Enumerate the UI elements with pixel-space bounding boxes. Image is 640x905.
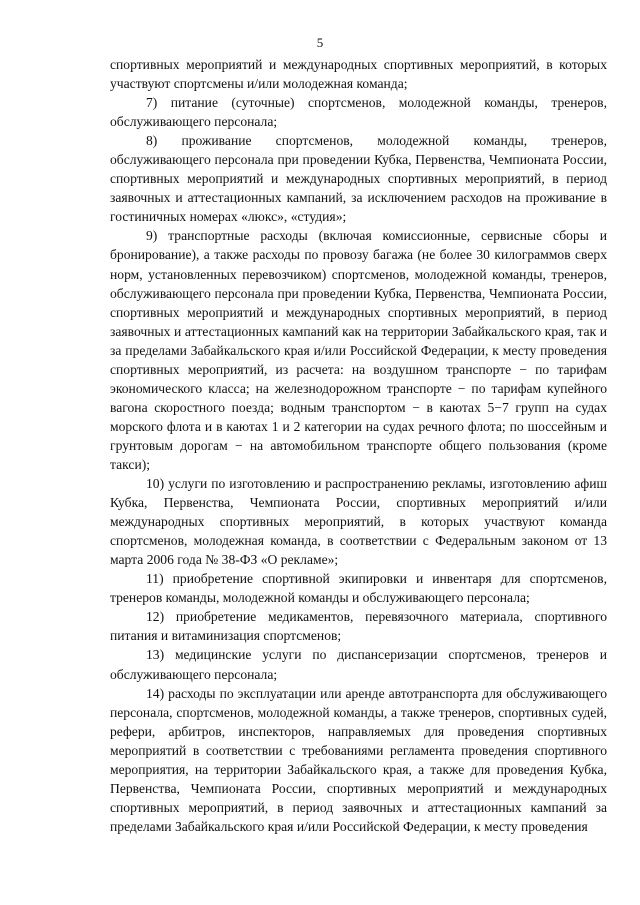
paragraph-item-11: 11) приобретение спортивной экипировки и инвентаря для спортсменов, тренеров команды, молодежной команды и обслуживающего персонала; [110,571,607,606]
paragraph-item-10: 10) услуги по изготовлению и распространению рекламы, изготовлению афиш Кубка, Первенства, Чемпионата России, спортивных мероприятий и/или международных спортивных мероприятий, в которых участвуют команда спортсменов, молодежная команда, в соответствии с Федеральным законом от 13 марта 2006 года № 38-ФЗ «О рекламе»; [110,476,607,568]
paragraph-item-8: 8) проживание спортсменов, молодежной команды, тренеров, обслуживающего персонала при проведении Кубка, Первенства, Чемпионата России, спортивных мероприятий и международных спортивных мероприятий, в период заявочных и аттестационных кампаний, за исключением расходов на проживание в гостиничных номерах «люкс», «студия»; [110,133,607,225]
paragraph-item-14: 14) расходы по эксплуатации или аренде автотранспорта для обслуживающего персонала, спортсменов, молодежной команды, а также тренеров, спортивных судей, рефери, арбитров, инспекторов, направляемых для проведения спортивных мероприятий в соответствии с требованиями регламента проведения спортивного мероприятия, на территории Забайкальского края, а также для проведения Кубка, Первенства, Чемпионата России, спортивных мероприятий и международных спортивных мероприятий, в период заявочных и аттестационных кампаний за пределами Забайкальского края и/или Российской Федерации, к месту проведения [110,685,607,834]
page-number: 5 [316,35,324,50]
paragraph-item-7: 7) питание (суточные) спортсменов, молодежной команды, тренеров, обслуживающего персонала; [110,95,607,130]
document-body [110,55,607,836]
paragraph-item-9: 9) транспортные расходы (включая комиссионные, сервисные сборы и бронирование), а также расходы по провозу багажа (не более 30 килограммов сверх норм, установленных перевозчиком) спортсменов, молодежной команды, тренеров, обслуживающего персонала при проведении Кубка, Первенства, Чемпионата России, спортивных мероприятий и международных спортивных мероприятий, в период заявочных и аттестационных кампаний как на территории Забайкальского края, так и за пределами Забайкальского края и/или Российской Федерации, к месту проведения спортивных мероприятий, из расчета: на воздушном транспорте − по тарифам экономического класса; на железнодорожном транспорте − по тарифам купейного вагона скоростного поезда; водным транспортом − в каютах 5−7 групп на судах морского флота и в каютах 1 и 2 категории на судах речного флота; по шоссейным и грунтовым дорогам − на автомобильном транспорте общего пользования (кроме такси); [110,228,607,472]
paragraph-item-13: 13) медицинские услуги по диспансеризации спортсменов, тренеров и обслуживающего персонала; [110,647,607,682]
paragraph-item-12: 12) приобретение медикаментов, перевязочного материала, спортивного питания и витаминизация спортсменов; [110,609,607,644]
paragraph-continuation: спортивных мероприятий и международных спортивных мероприятий, в которых участвуют спортсмены и/или молодежная команда; [110,57,607,92]
